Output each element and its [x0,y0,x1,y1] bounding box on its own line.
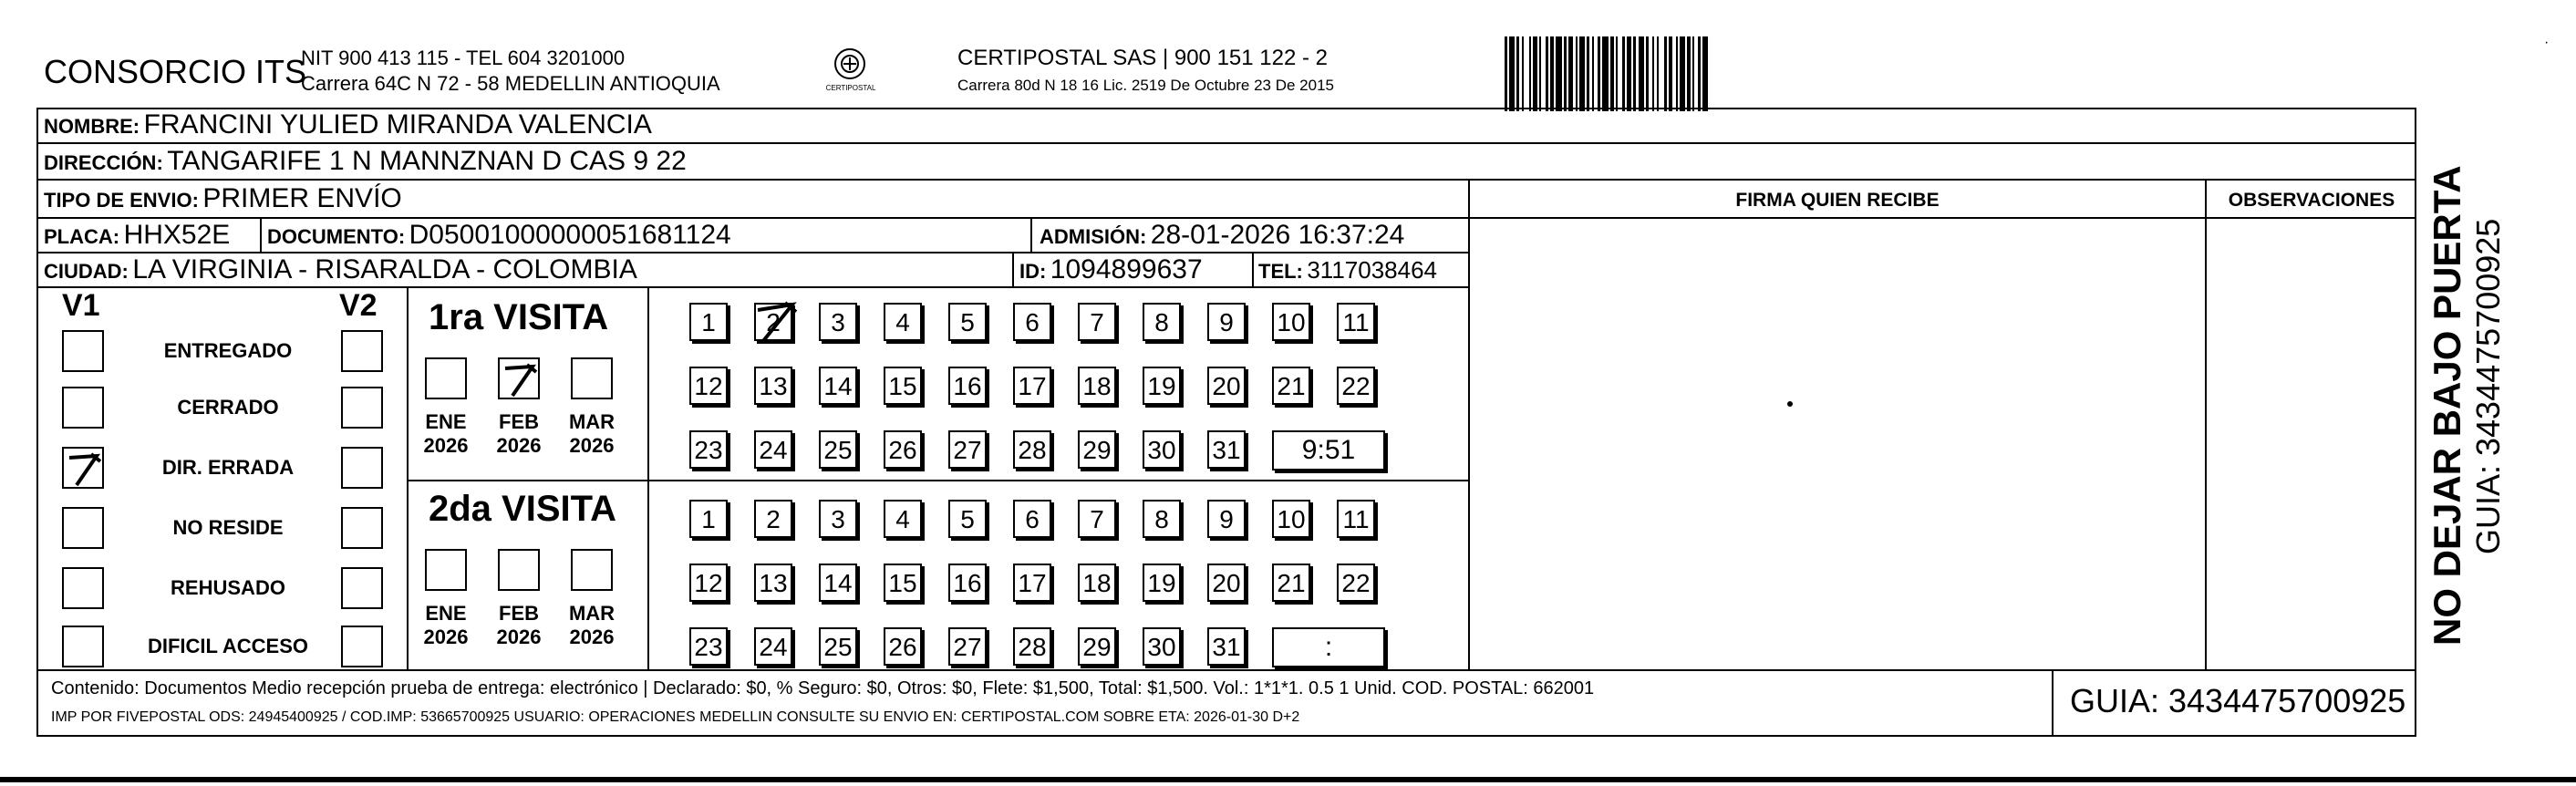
visit1-month-label [485,410,553,458]
visit1-day-box: 13 [754,367,792,405]
divider [36,217,1468,219]
admision-value: 28-01-2026 16:37:24 [1150,220,1405,250]
v2-checkbox [341,447,383,489]
divider [2205,179,2207,669]
month-year: 2026 [569,434,615,457]
divider [407,480,1468,481]
placa-value: HHX52E [123,220,231,250]
visit2-day-box: 17 [1013,564,1051,602]
admision-field [1040,220,1404,251]
nombre-value: FRANCINI YULIED MIRANDA VALENCIA [143,109,652,140]
divider [1468,179,1470,669]
status-option-label: ENTREGADO [163,339,293,362]
visit2-day-box: 6 [1013,500,1051,538]
month-year: 2026 [423,626,469,648]
visit2-day-box: 12 [689,564,728,602]
placa-field [44,220,230,251]
company-name: CONSORCIO ITS [44,53,307,90]
barcode-bar [1602,36,1609,111]
visit2-day-box: 28 [1013,627,1051,666]
visit2-day-box: 1 [689,500,728,538]
visit1-day-box: 23 [689,430,728,469]
v2-label: V2 [339,288,378,323]
status-option-label: NO RESIDE [172,516,284,539]
id-field [1019,254,1203,285]
visit2-day-box: 4 [884,500,922,538]
id-label: ID: [1019,260,1047,283]
month-name: MAR [568,410,616,433]
certipostal-line: CERTIPOSTAL SAS | 900 151 122 - 2 [957,46,1328,70]
visit2-day-box: 27 [948,627,987,666]
visit1-day-box: 21 [1272,367,1310,405]
visit2-month-box [498,549,540,591]
certipostal-address: Carrera 80d N 18 16 Lic. 2519 De Octubre 23 De 2015 [957,77,1334,94]
bottom-rule [0,777,2576,782]
v2-checkbox [341,567,383,609]
visit2-day-box: 31 [1207,627,1246,666]
v2-checkbox [341,330,383,372]
visit2-day-box: 16 [948,564,987,602]
v2-checkbox [341,387,383,429]
visit1-day-box: 25 [819,430,857,469]
observaciones-label: OBSERVACIONES [2228,190,2395,211]
visit1-day-box: 17 [1013,367,1051,405]
divider [1012,252,1014,286]
visit1-time-box: 9:51 [1272,430,1385,471]
no-dejar-text: NO DEJAR BAJO PUERTA [2426,165,2468,646]
barcode-bar [1708,36,1711,111]
tipo-label: TIPO DE ENVIO: [44,189,199,212]
placa-label: PLACA: [44,225,120,248]
visit2-day-box: 22 [1337,564,1375,602]
visit2-day-box: 10 [1272,500,1310,538]
visit1-day-box: 24 [754,430,792,469]
visit1-day-box: 30 [1143,430,1181,469]
visit2-time-box: : [1272,627,1385,667]
nit-line: NIT 900 413 115 - TEL 604 3201000 [301,47,626,69]
visit1-day-box: 5 [948,303,987,341]
visit2-month-label [412,602,480,649]
visit2-day-box: 2 [754,500,792,538]
visit2-day-box: 9 [1207,500,1246,538]
divider [36,669,2416,671]
tel-value: 3117038464 [1307,256,1438,284]
corner-mark: · [2544,35,2550,50]
visit2-day-box: 26 [884,627,922,666]
month-name: ENE [425,410,467,433]
visit1-day-box: 1 [689,303,728,341]
visit1-month-label [558,410,626,458]
documento-value: D050010000000516811​24 [409,220,731,250]
firma-label: FIRMA QUIEN RECIBE [1735,190,1940,211]
status-option-label: DIFICIL ACCESO [147,635,308,657]
tel-field [1258,256,1437,284]
visit1-day-box: 8 [1143,303,1181,341]
documento-field [267,220,731,251]
logo-caption: CERTIPOSTAL [825,84,876,92]
visit1-month-box [425,357,467,399]
month-name: ENE [425,602,467,625]
v1-checkbox [62,387,104,429]
v1-checkbox [62,567,104,609]
visit1-title: 1ra VISITA [429,297,609,337]
footer-contents: Contenido: Documentos Medio recepción prueba de entrega: electrónico | Declarado: $0, % Seguro: $0, Otros: $0, Flete: $1,500, Total: $1,500. Vol.: 1*1*1. 0.5 1 Unid. COD. POSTAL: 662001 [51,678,1595,698]
visit2-day-box: 15 [884,564,922,602]
visit2-day-box: 25 [819,627,857,666]
month-year: 2026 [569,626,615,648]
nombre-label: NOMBRE: [44,115,140,138]
v1-checkbox [62,330,104,372]
visit2-day-box: 20 [1207,564,1246,602]
divider [36,286,1468,288]
visit2-month-label [558,602,626,649]
divider [407,286,409,669]
id-value: 1094899637 [1050,254,1203,284]
visit1-day-box: 14 [819,367,857,405]
side-guia: GUIA: 3434475700925 [2469,218,2507,554]
visit1-day-box: 22 [1337,367,1375,405]
ciudad-field [44,254,637,285]
ciudad-value: LA VIRGINIA - RISARALDA - COLOMBIA [132,254,637,284]
visit1-month-box [498,357,540,399]
company-contact [301,46,720,97]
tipo-row [44,183,402,214]
visit2-day-box: 21 [1272,564,1310,602]
divider [2052,669,2054,737]
guia-number: GUIA: 3434475700925 [2070,682,2406,719]
visit1-day-box: 27 [948,430,987,469]
status-option-label: DIR. ERRADA [161,456,295,479]
ciudad-label: CIUDAD: [44,260,129,283]
divider [36,142,2416,144]
visit1-day-box: 29 [1078,430,1116,469]
visit2-day-box: 7 [1078,500,1116,538]
visit1-day-box: 2 [754,303,792,341]
visit2-day-box: 14 [819,564,857,602]
v1-checkbox [62,447,104,489]
direccion-label: DIRECCIÓN: [44,151,163,174]
address-line: Carrera 64C N 72 - 58 MEDELLIN ANTIOQUIA [301,72,720,95]
visit2-day-box: 3 [819,500,857,538]
status-option-label: CERRADO [177,396,279,419]
visit2-title: 2da VISITA [429,489,616,529]
visit2-day-box: 13 [754,564,792,602]
month-name: MAR [568,602,616,625]
visit1-day-box: 31 [1207,430,1246,469]
visit1-day-box: 28 [1013,430,1051,469]
visit2-day-box: 5 [948,500,987,538]
visit2-day-box: 23 [689,627,728,666]
visit2-month-box [571,549,613,591]
visit2-day-box: 8 [1143,500,1181,538]
v1-checkbox [62,626,104,667]
month-year: 2026 [423,434,469,457]
visit1-month-label [412,410,480,458]
divider [1252,252,1254,286]
tipo-value: PRIMER ENVÍO [202,183,402,213]
divider [36,179,2416,181]
visit1-day-box: 26 [884,430,922,469]
nombre-row [44,109,652,140]
visit1-day-box: 3 [819,303,857,341]
divider [1468,217,2416,219]
visit2-day-box: 19 [1143,564,1181,602]
visit1-day-box: 20 [1207,367,1246,405]
visit1-day-box: 9 [1207,303,1246,341]
direccion-value: TANGARIFE 1 N MANNZNAN D CAS 9 22 [167,146,687,176]
visit1-day-box: 7 [1078,303,1116,341]
v2-checkbox [341,626,383,667]
visit1-day-box: 16 [948,367,987,405]
visit2-day-box: 11 [1337,500,1375,538]
v2-checkbox [341,507,383,549]
visit1-day-box: 18 [1078,367,1116,405]
visit2-day-box: 24 [754,627,792,666]
visit2-day-box: 29 [1078,627,1116,666]
visit1-day-box: 6 [1013,303,1051,341]
visit1-day-box: 12 [689,367,728,405]
visit2-day-box: 18 [1078,564,1116,602]
visit2-day-box: 30 [1143,627,1181,666]
barcode-bar [1556,36,1562,111]
visit1-month-box [571,357,613,399]
status-option-label: REHUSADO [171,576,285,599]
visit1-day-box: 11 [1337,303,1375,341]
visit1-day-box: 4 [884,303,922,341]
barcode [1505,36,2188,111]
visit1-day-box: 19 [1143,367,1181,405]
visit1-day-box: 10 [1272,303,1310,341]
month-year: 2026 [496,434,542,457]
divider [260,217,262,252]
visit1-day-box: 15 [884,367,922,405]
divider [1030,217,1032,252]
documento-label: DOCUMENTO: [267,225,406,248]
v1-label: V1 [62,288,100,323]
v1-checkbox [62,507,104,549]
divider [647,286,649,669]
tel-label: TEL: [1258,260,1303,283]
month-year: 2026 [496,626,542,648]
footer-imp: IMP POR FIVEPOSTAL ODS: 24945400925 / COD.IMP: 53665700925 USUARIO: OPERACIONES MEDELLIN CONSULTE SU ENVIO EN: CERTIPOSTAL.COM SOBRE ETA: 2026-01-30 D+2 [51,709,1300,725]
admision-label: ADMISIÓN: [1040,225,1147,248]
month-name: FEB [499,602,539,625]
visit2-month-box [425,549,467,591]
signature-dot [1787,401,1793,407]
month-name: FEB [499,410,539,433]
visit2-month-label [485,602,553,649]
direccion-row [44,146,687,177]
